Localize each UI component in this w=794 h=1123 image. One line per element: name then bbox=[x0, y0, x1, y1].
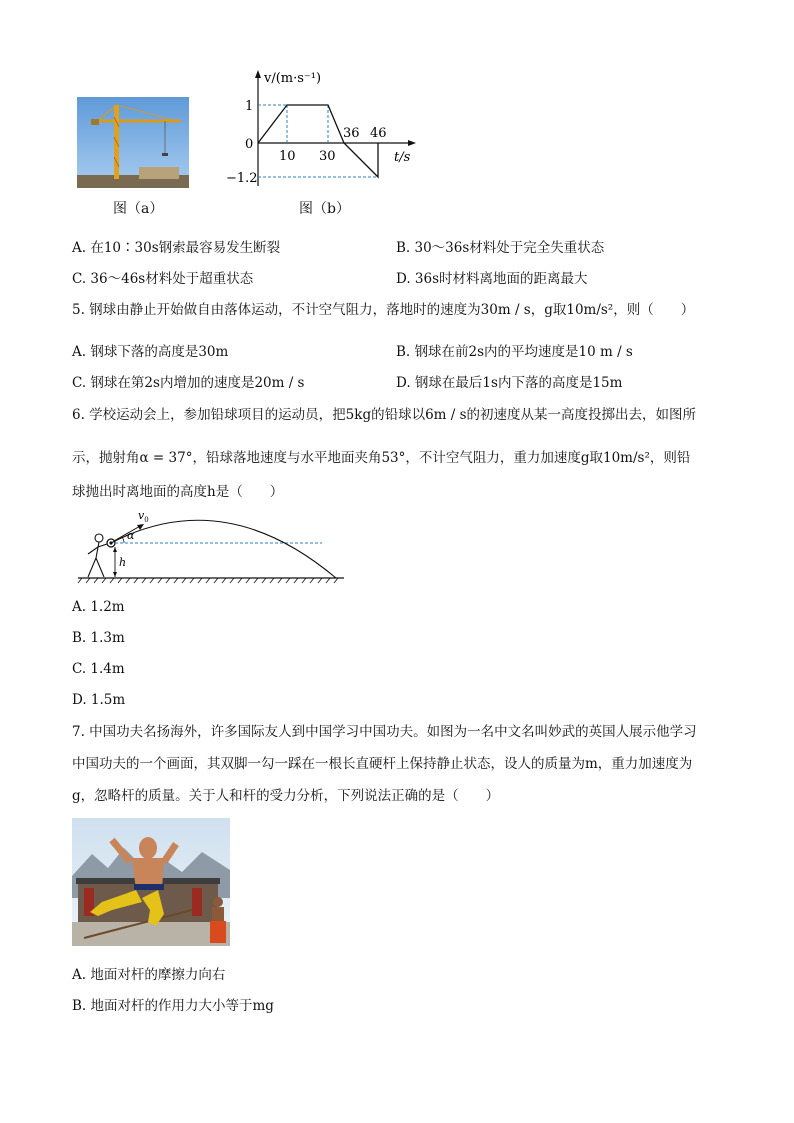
figure-b-caption: 图（b） bbox=[299, 201, 350, 217]
q6-stem-line2: 示，抛射角α = 37°，铅球落地速度与水平地面夹角53°，不计空气阻力，重力加速度g取10m/s²，则铅 bbox=[72, 450, 691, 466]
vt-x-tick-46: 46 bbox=[370, 126, 387, 141]
q4-option-c: C. 36～46s材料处于超重状态 bbox=[72, 271, 254, 287]
h-label: h bbox=[119, 556, 127, 569]
q6-option-b: B. 1.3m bbox=[72, 630, 125, 646]
q6-option-c: C. 1.4m bbox=[72, 661, 125, 677]
figure-a-caption: 图（a） bbox=[113, 201, 164, 217]
vt-x-label: t/s bbox=[394, 150, 411, 165]
q5-stem: 5. 钢球由静止开始做自由落体运动，不计空气阻力，落地时的速度为30m / s，g取10m/s²，则（ ） bbox=[72, 302, 695, 318]
q4-option-a: A. 在10∶30s钢索最容易发生断裂 bbox=[72, 240, 281, 256]
q5-option-d: D. 钢球在最后1s内下落的高度是15m bbox=[396, 375, 623, 391]
vt-x-tick-10: 10 bbox=[279, 149, 296, 164]
q5-option-b: B. 钢球在前2s内的平均速度是10 m / s bbox=[396, 344, 633, 360]
q7-stem-line2: 中国功夫的一个画面，其双脚一勾一踩在一根长直硬杆上保持静止状态，设人的质量为m，重力加速度为 bbox=[72, 756, 693, 772]
q4-option-d: D. 36s时材料离地面的距离最大 bbox=[396, 271, 588, 287]
q7-stem-line1: 7. 中国功夫名扬海外，许多国际友人到中国学习中国功夫。如图为一名中文名叫妙武的英国人展示他学习 bbox=[72, 724, 697, 740]
shot-put-diagram bbox=[74, 506, 346, 584]
kungfu-photo bbox=[72, 818, 230, 946]
q6-option-a: A. 1.2m bbox=[72, 599, 125, 615]
vt-y-tick-neg: −1.2 bbox=[226, 171, 258, 186]
vt-y-tick-1: 1 bbox=[245, 99, 254, 114]
q7-stem-line3: g，忽略杆的质量。关于人和杆的受力分析，下列说法正确的是（ ） bbox=[72, 788, 500, 804]
v0-label: $v_0$ bbox=[138, 509, 149, 524]
vt-y-tick-0: 0 bbox=[245, 137, 254, 152]
q7-option-b: B. 地面对杆的作用力大小等于mg bbox=[72, 998, 274, 1014]
q6-stem-line1: 6. 学校运动会上，参加铅球项目的运动员，把5kg的铅球以6m / s的初速度从某一高度投掷出去，如图所 bbox=[72, 407, 697, 423]
crane-photo bbox=[77, 97, 189, 188]
vt-y-label: v/(m·s⁻¹) bbox=[264, 71, 322, 86]
vt-graph bbox=[220, 66, 420, 190]
alpha-label: α bbox=[127, 529, 135, 542]
q4-option-b: B. 30～36s材料处于完全失重状态 bbox=[396, 240, 605, 256]
q7-option-a: A. 地面对杆的摩擦力向右 bbox=[72, 967, 226, 983]
vt-x-tick-36: 36 bbox=[343, 126, 360, 141]
q6-option-d: D. 1.5m bbox=[72, 692, 126, 708]
vt-x-tick-30: 30 bbox=[319, 149, 336, 164]
q6-stem-line3: 球抛出时离地面的高度h是（ ） bbox=[72, 484, 284, 500]
q5-option-a: A. 钢球下落的高度是30m bbox=[72, 344, 229, 360]
q5-option-c: C. 钢球在第2s内增加的速度是20m / s bbox=[72, 375, 305, 391]
